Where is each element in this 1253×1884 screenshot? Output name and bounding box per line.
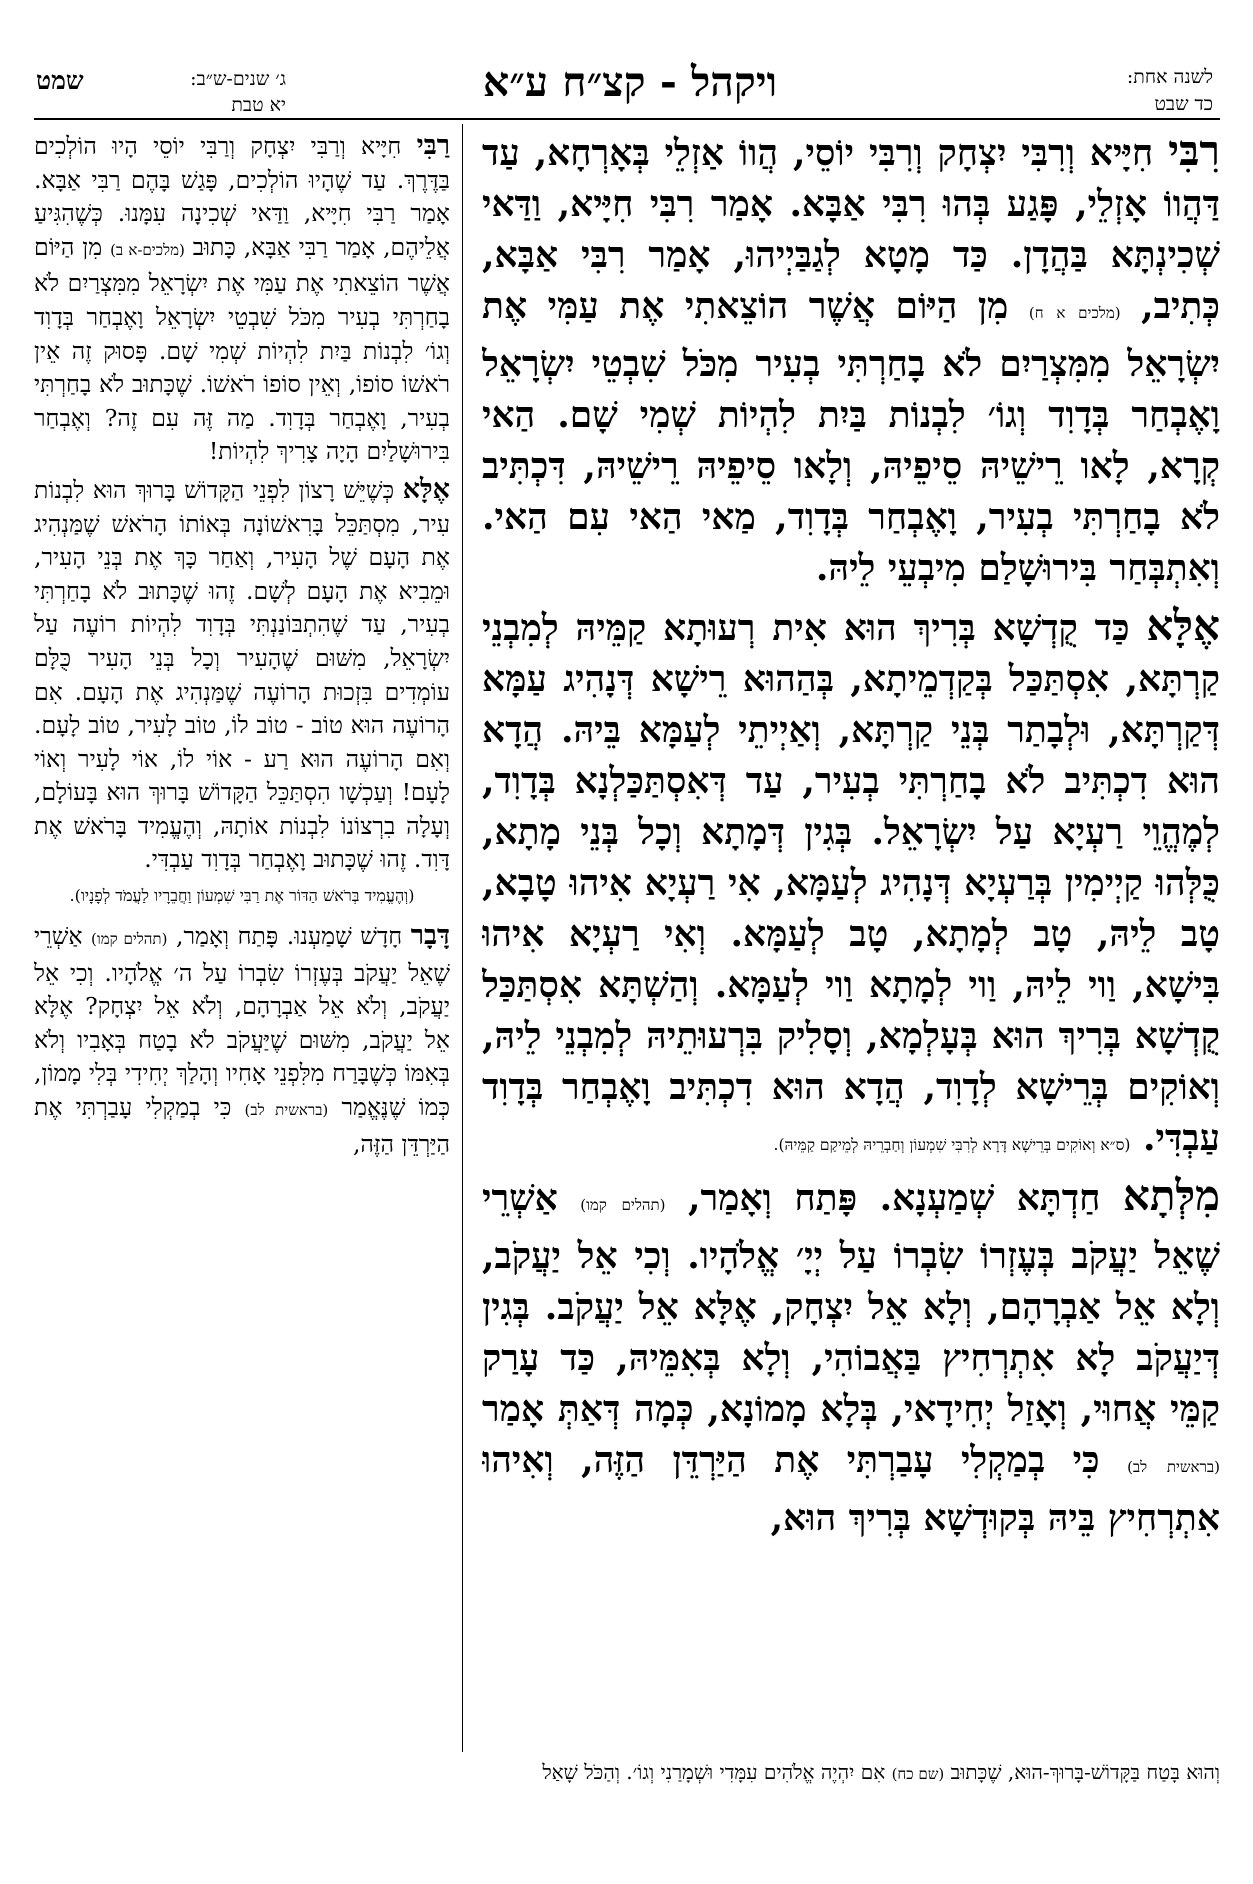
side-paragraph-1 [34,129,450,469]
main-p1-source: (מלכים א ח) [1028,304,1121,322]
side-paragraph-2 [34,473,450,877]
main-p1-text: חִיָּיא וְרִבִּי יִצְחָק וְרִבִּי יוֹסֵי, הֲווֹ אַזְלֵי בְּאָרְחָא, עַד דַּהֲווֹ אָזְלֵי, פָּגַע בְּהוּ רִבִּי אַבָּא. אָמַר רִבִּי חִיָּיא, וַדַּאי שְׁכִינְתָּא בַּהֲדָן. כַּד מָטָא לְגַבַּיְיהוּ, אָמַר רִבִּי אַבָּא, כְּתִיב, [482,132,1220,327]
side-p2-opening-word: אֶלָּא [402,473,450,505]
header-left-line1: ג׳ שנים-ש״ב: [190,68,286,90]
main-p1-opening-word: רִבִּי [1168,126,1220,175]
side-p3-source2: (בראשית לב) [244,1101,329,1120]
footer-continuation [34,1760,1220,1785]
side-p2-text: כְּשֶׁיֵּשׁ רָצוֹן לִפְנֵי הַקָּדוֹשׁ בָּרוּךְ הוּא לִבְנוֹת עִיר, מִסְתַּכֵּל בָּרִאשׁוֹנָה בְּאוֹתוֹ הָרֹאשׁ שֶׁמַּנְהִיג אֶת הָעָם שֶׁל הָעִיר, וְאַחַר כָּךְ אֶת בְּנֵי הָעִיר, וּמֵבִיא אֶת הָעָם לְשָׁם. זֶהוּ שֶׁכָּתוּב לֹא בָחַרְתִּי בְעִיר, עַד שֶׁהִתְבּוֹנַנְתִּי בְּדָוִד לִהְיוֹת רוֹעֶה עַל יִשְׂרָאֵל, מִשּׁוּם שֶׁהָעִיר וְכָל בְּנֵי הָעִיר כֻּלָּם עוֹמְדִים בִּזְכוּת הָרוֹעֶה שֶׁמַּנְהִיג אֶת הָעָם. אִם הָרוֹעֶה הוּא טוֹב - טוֹב לוֹ, טוֹב לָעִיר, טוֹב לָעָם. וְאִם הָרוֹעֶה הוּא רַע - אוֹי לוֹ, אוֹי לָעִיר וְאוֹי לָעָם! וְעַכְשָׁו הִסְתַּכֵּל הַקָּדוֹשׁ בָּרוּךְ הוּא בָּעוֹלָם, וְעָלָה בִרְצוֹנוֹ לִבְנוֹת אוֹתָהּ, וְהֶעֱמִיד בָּרֹאשׁ אֶת דָּוִד. זֶהוּ שֶׁכָּתוּב וָאֶבְחַר בְּדָוִד עַבְדִּי. [34,475,450,874]
header-left-line2: יא טבת [231,94,286,116]
footer-source: (שם כח) [891,1765,945,1783]
main-paragraph-3 [482,1170,1220,1544]
main-p3-text3: כִּי בְמַקְלִי עָבַרְתִּי אֶת הַיַּרְדֵּן הַזֶּה, וְאִיהוּ אִתְרְחִיץ בֵּיהּ בְּקוּדְשָׁא בְּרִיךְ הוּא, [482,1439,1220,1539]
footer-text: וְהוּא בָּטַח בַּקָּדוֹשׁ-בָּרוּךְ-הוּא, שֶׁכָּתוּב [950,1760,1220,1784]
page-title: ויקהל - קצ״ח ע״א [482,58,778,106]
header-right-line1: לשנה אחת: [1126,66,1213,88]
main-p3-text2: אַשְׁרֵי שֶׁאֵל יַעֲקֹב בְּעֶזְרוֹ שִׂבְרוֹ עַל יְיָ׳ אֱלֹהָיו. וְכִי אֵל יַעֲקֹב, וְלָא אֵל אַבְרָהָם, וְלָא אֵל יִצְחָק, אֶלָּא אֵל יַעֲקֹב. בְּגִין דְּיַעֲקֹב לָא אִתְרְחִיץ בַּאֲבוֹהִי, וְלָא בְּאִמֵּיהּ, כַּד עָרַק קַמֵּי אֲחוּי, וְאָזַל יְחִידָאי, בְּלָא מָמוֹנָא, כְּמָה דְּאַתְּ אָמַר [482,1177,1220,1430]
main-p2-opening-word: אֶלָּא [1146,601,1220,650]
main-paragraph-2 [482,600,1220,1164]
main-p3-opening-word: מִלְּתָא [1122,1171,1220,1220]
column-divider [462,124,463,1752]
side-p3-text2: אַשְׁרֵי שֶׁאֵל יַעֲקֹב בְּעֶזְרוֹ שִׂבְרוֹ עַל ה׳ אֱלֹהָיו. וְכִי אֵל יַעֲקֹב, וְלֹא אֵל אַבְרָהָם, וְלֹא אֵל יִצְחָק? אֶלָּא אֵל יַעֲקֹב, מִשּׁוּם שֶׁיַּעֲקֹב לֹא בָטַח בְּאָבִיו וְלֹא בְּאִמּוֹ כְּשֶׁבָּרַח מִלִּפְנֵי אָחִיו וְהָלַךְ יְחִידִי בְּלִי מָמוֹן, כְּמוֹ שֶׁנֶּאֱמַר [34,922,450,1122]
side-p2-note: (וְהֶעֱמִיד בְּרֹאשׁ הַדּוֹר אֶת רַבִּי שִׁמְעוֹן וַחֲבֵרָיו לַעֲמֹד לְפָנָיו). [69,886,415,906]
header-left-block [36,66,286,116]
main-p3-source: (תהלים קמו) [580,1196,666,1214]
side-p3-source: (תהלים קמו) [91,930,168,949]
main-p3-source2: (בראשית לב) [1127,1458,1220,1476]
side-p1-opening-word: רַבִּי [416,130,450,161]
main-p1-text2: מִן הַיּוֹם אֲשֶׁר הוֹצֵאתִי אֶת עַמִּי אֶת יִשְׂרָאֵל מִמִּצְרַיִם לֹא בָחַרְתִּי בְעִיר מִכֹּל שִׁבְטֵי יִשְׂרָאֵל וָאֶבְחַר בְּדָוִד וְגוֹ׳ לִבְנוֹת בַּיִת לִהְיוֹת שְׁמִי שָׁם. הַאי קְרָא, לָאו רֵישֵׁיהּ סֵיפֵיהּ, וְלָאו סֵיפֵיהּ רֵישֵׁיהּ, דִּכְתִּיב לֹא בָחַרְתִּי בְעִיר, וָאֶבְחַר בְּדָוִד, מַאי הַאי עִם הַאי. וְאִתְבְּחַר בִּירוּשָׁלַם מִיבְעֵי לֵיהּ. [482,285,1220,589]
side-p3-text: חָדָשׁ שָׁמַעְנוּ. פָּתַח וְאָמַר, [176,922,411,951]
main-column [482,125,1220,1755]
side-p1-text2: מִן הַיּוֹם אֲשֶׁר הוֹצֵאתִי אֶת עַמִּי אֶת יִשְׂרָאֵל מִמִּצְרַיִם לֹא בָחַרְתִּי בְעִיר מִכֹּל שִׁבְטֵי יִשְׂרָאֵל וָאֶבְחַר בְּדָוִד וְגוֹ׳ לִבְנוֹת בַּיִת לִהְיוֹת שְׁמִי שָׁם. פָּסוּק זֶה אֵין רֹאשׁוֹ סוֹפוֹ, וְאֵין סוֹפוֹ רֹאשׁוֹ. שֶׁכָּתוּב לֹא בָחַרְתִּי בְעִיר, וָאֶבְחַר בְּדָוִד. מַה זֶּה עִם זֶה? וְאֶבְחַר בִּירוּשָׁלַיִם הָיָה צָרִיךְ לִהְיוֹת! [34,232,450,466]
footer-text2: אִם יִהְיֶה אֱלֹהִים עִמָּדִי וּשְׁמָרַנִי וְגוֹ׳. וְהַכֹּל שָׁאַל [542,1760,892,1784]
side-p1-source: (מלכים-א ב) [110,240,185,259]
main-p2-note: (ס״א וְאוֹקִים בְּרֵישָׁא דָּרָא לְרִבִּי שִׁמְעוֹן וְחַבְרֵיהּ לְמֵיקַם קַמֵּיהּ). [773,1136,1131,1154]
side-p3-opening-word: דָּבָר [410,920,450,952]
header-right-block [1013,64,1213,118]
main-p3-text: חַדְתָּא שְׁמַעְנָא. פָּתַח וְאָמַר, [687,1177,1123,1219]
side-p1-text: חִיָּיא וְרַבִּי יִצְחָק וְרַבִּי יוֹסֵי הָיוּ הוֹלְכִים בַּדֶּרֶךְ. עַד שֶׁהָיוּ הוֹלְכִים, פָּגַשׁ בָּהֶם רַבִּי אַבָּא. אָמַר רַבִּי חִיָּיא, וַדַּאי שְׁכִינָה עִמָּנוּ. כְּשֶׁהִגִּיעַ אֲלֵיהֶם, אָמַר רַבִּי אַבָּא, כָּתוּב [34,132,450,261]
side-p3-text3: כִּי בְמַקְלִי עָבַרְתִּי אֶת הַיַּרְדֵּן הַזֶּה, [34,1093,450,1158]
header-right-line2: כד שבט [1154,93,1213,115]
translation-column [34,129,450,1749]
side-paragraph-3 [34,919,450,1161]
page-name: שמט [36,66,84,95]
header-rule [34,118,1220,120]
main-paragraph-1 [482,125,1220,594]
main-p2-text: כַּד קֻדְשָׁא בְּרִיךְ הוּא אִית רְעוּתָא קַמֵּיהּ לְמִבְנֵי קַרְתָּא, אִסְתַּכַּל בְּקַדְמֵיתָא, בְּהַהוּא רֵישָׁא דְּנָהִיג עַמָּא דְּקַרְתָּא, וּלְבָתַר בְּנֵי קַרְתָּא, וְאַיְיתֵי לְעַמָּא בֵּיהּ. הֲדָא הוּא דִכְתִּיב לֹא בָחַרְתִּי בְעִיר, עַד דְּאִסְתַּכַּלְנָא בְּדָוִד, לְמֶהֱוֵי רַעְיָא עַל יִשְׂרָאֵל. בְּגִין דְּמָתָא וְכָל בְּנֵי מָתָא, כֻּלְּהוּ קַיְימִין בְּרַעְיָא דְּנָהִיג לְעַמָּא, אִי רַעְיָא אִיהוּ טָבָא, טָב לֵיהּ, טָב לְמָתָא, טָב לְעַמָּא. וְאִי רַעְיָא אִיהוּ בִּישָׁא, וַוי לֵיהּ, וַוי לְמָתָא וַוי לְעַמָּא. וְהַשְׁתָּא אִסְתַּכַּל קֻדְשָׁא בְּרִיךְ הוּא בְּעָלְמָא, וְסָלִיק בִּרְעוּתֵיהּ לְמִבְנֵי לֵיהּ, וְאוֹקִים בְּרֵישָׁא לְדָוִד, הֲדָא הוּא דִכְתִּיב וָאֶבְחַר בְּדָוִד עַבְדִּי. [482,607,1220,1159]
